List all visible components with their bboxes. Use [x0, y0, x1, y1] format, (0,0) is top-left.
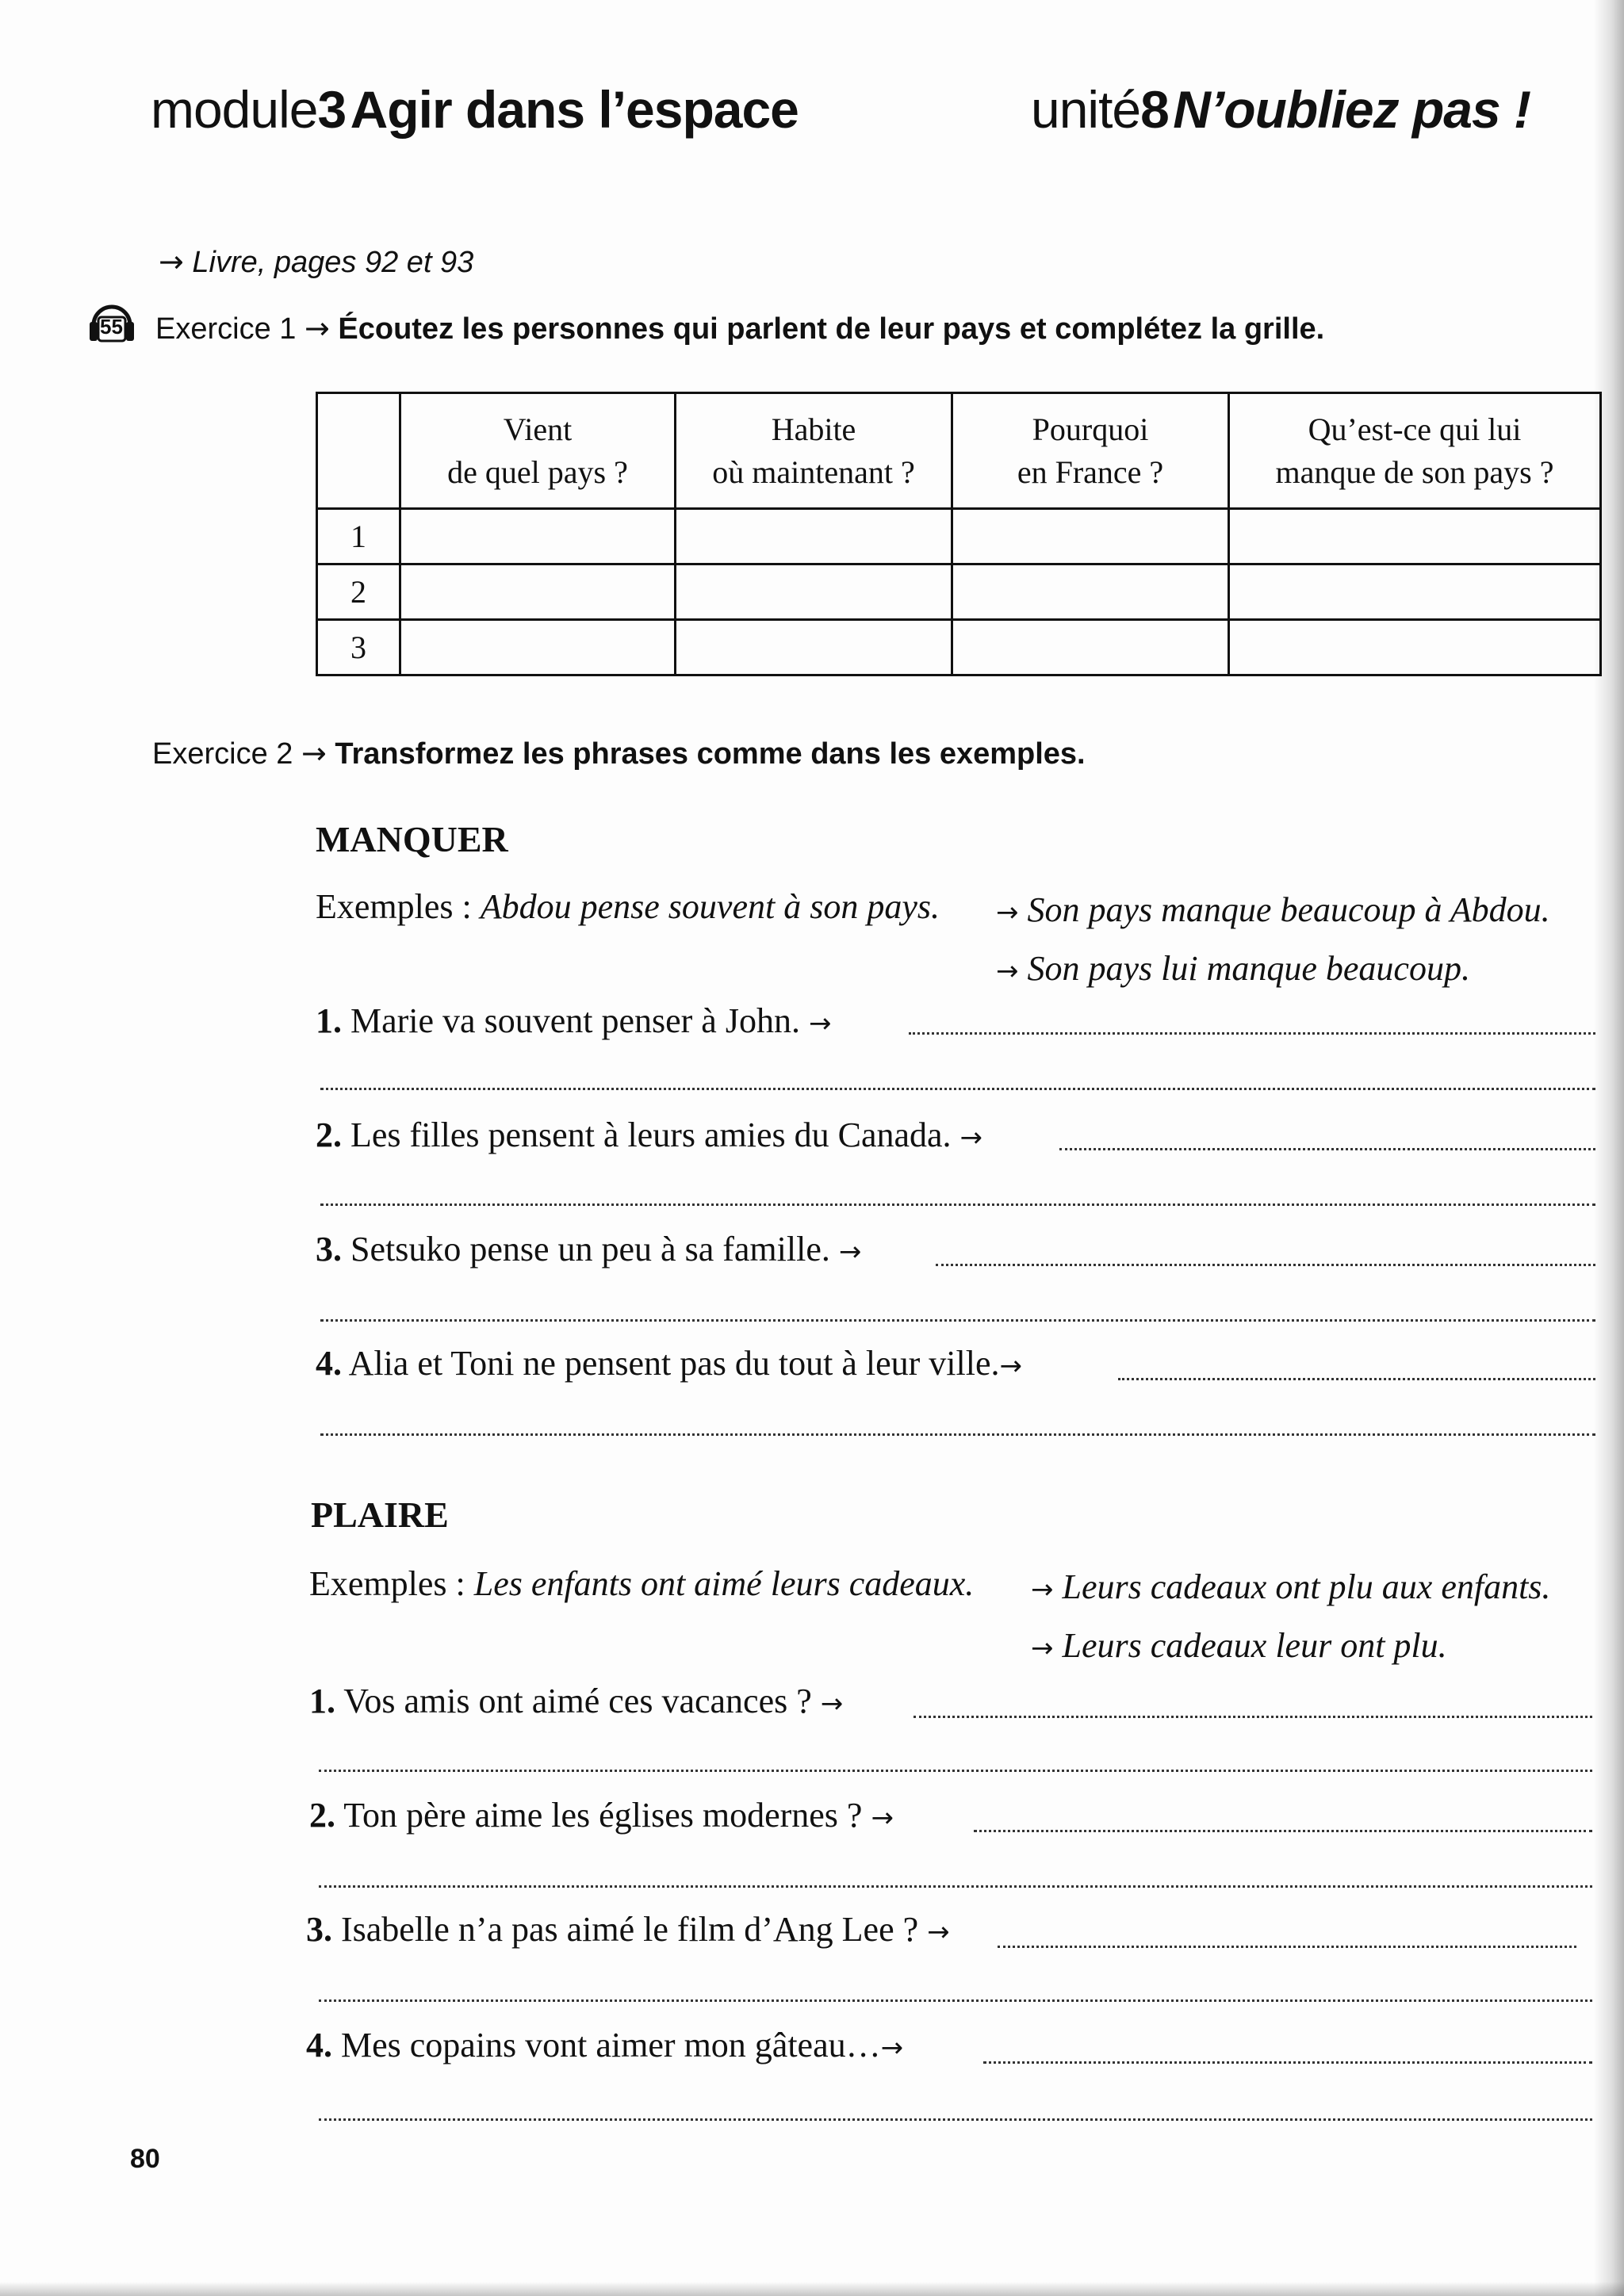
- answer-grid: [316, 392, 1602, 676]
- example-line: [316, 886, 940, 927]
- answer-line[interactable]: [319, 1885, 1592, 1888]
- arrow-icon: →: [927, 1916, 950, 1948]
- item-text: Vos amis ont aimé ces vacances ?: [343, 1682, 812, 1720]
- arrow-icon: →: [301, 736, 327, 771]
- exercise1-label: Exercice 1: [155, 312, 297, 346]
- arrow-icon: →: [959, 1122, 983, 1154]
- example-label: Exemples :: [309, 1564, 465, 1603]
- unit-word: unité: [1031, 80, 1141, 139]
- arrow-icon: →: [1031, 1574, 1054, 1605]
- arrow-icon: →: [820, 1688, 844, 1720]
- item-text: Ton père aime les églises modernes ?: [343, 1796, 863, 1835]
- example-result: [996, 890, 1550, 930]
- example-label: Exemples :: [316, 887, 472, 926]
- section-title-plaire: PLAIRE: [311, 1494, 449, 1535]
- exercise2-heading: [152, 736, 1086, 771]
- header-line: Qu’est-ce qui lui: [1308, 411, 1522, 447]
- page-edge-shadow: [1594, 0, 1624, 2296]
- list-item: [306, 1909, 950, 1950]
- list-item: [316, 1001, 831, 1041]
- example-result: [996, 948, 1470, 989]
- exercise2-instruction: Transformez les phrases comme dans les exemples.: [335, 737, 1086, 771]
- answer-line[interactable]: [320, 1088, 1595, 1090]
- answer-line[interactable]: [1059, 1148, 1595, 1150]
- arrow-icon: →: [996, 955, 1019, 987]
- example-line: [309, 1563, 974, 1604]
- row-number: 2: [317, 564, 400, 620]
- table-row: [317, 509, 1601, 564]
- section-title-manquer: MANQUER: [316, 819, 508, 859]
- exercise1-heading: [155, 311, 1324, 346]
- answer-cell[interactable]: [1229, 564, 1601, 620]
- item-number: 3.: [306, 1910, 332, 1949]
- answer-line[interactable]: [974, 1830, 1592, 1832]
- answer-line[interactable]: [320, 1203, 1595, 1206]
- unit-heading: [1031, 79, 1530, 140]
- exercise2-label: Exercice 2: [152, 737, 293, 771]
- answer-cell[interactable]: [400, 509, 676, 564]
- answer-cell[interactable]: [952, 509, 1229, 564]
- item-number: 3.: [316, 1230, 342, 1269]
- example-result-text: Leurs cadeaux ont plu aux enfants.: [1062, 1567, 1551, 1606]
- list-item: [309, 1795, 894, 1835]
- arrow-icon: →: [838, 1236, 862, 1268]
- module-word: module: [151, 80, 318, 139]
- header-line: Habite: [771, 411, 856, 447]
- answer-line[interactable]: [936, 1264, 1595, 1266]
- answer-cell[interactable]: [676, 620, 952, 675]
- arrow-icon: →: [996, 897, 1019, 928]
- example-result: [1031, 1567, 1550, 1607]
- header-line: en France ?: [1017, 453, 1164, 490]
- header-line: où maintenant ?: [712, 453, 915, 490]
- unit-number: 8: [1140, 80, 1170, 139]
- answer-cell[interactable]: [676, 564, 952, 620]
- answer-line[interactable]: [983, 2061, 1592, 2064]
- answer-line[interactable]: [1118, 1378, 1595, 1380]
- answer-cell[interactable]: [952, 564, 1229, 620]
- grid-header-living: [676, 393, 952, 509]
- answer-line[interactable]: [319, 2118, 1592, 2121]
- arrow-icon: →: [999, 1350, 1022, 1382]
- arrow-icon: →: [808, 1008, 832, 1039]
- answer-cell[interactable]: [952, 620, 1229, 675]
- item-number: 2.: [316, 1115, 342, 1154]
- list-item: [309, 1681, 843, 1721]
- exercise1-instruction: Écoutez les personnes qui parlent de leur pays et complétez la grille.: [338, 312, 1325, 346]
- grid-corner-cell: [317, 393, 400, 509]
- answer-line[interactable]: [319, 1999, 1592, 2002]
- table-row: [317, 620, 1601, 675]
- list-item: [316, 1115, 982, 1155]
- grid-header-why: [952, 393, 1229, 509]
- answer-line[interactable]: [909, 1032, 1595, 1035]
- header-line: manque de son pays ?: [1275, 453, 1554, 490]
- item-text: Alia et Toni ne pensent pas du tout à leur ville.: [348, 1344, 1000, 1383]
- list-item: [316, 1343, 1022, 1383]
- unit-title: N’oubliez pas !: [1173, 80, 1531, 139]
- arrow-icon: →: [1031, 1632, 1054, 1664]
- item-text: Isabelle n’a pas aimé le film d’Ang Lee ?: [341, 1910, 919, 1949]
- page-bottom-shadow: [0, 2282, 1624, 2296]
- item-number: 4.: [316, 1344, 342, 1383]
- item-number: 1.: [309, 1682, 335, 1720]
- answer-line[interactable]: [320, 1319, 1595, 1322]
- example-result-text: Son pays manque beaucoup à Abdou.: [1027, 890, 1550, 929]
- item-text: Mes copains vont aimer mon gâteau…: [341, 2026, 881, 2064]
- item-text: Marie va souvent penser à John.: [350, 1001, 800, 1040]
- module-heading: [151, 79, 799, 140]
- module-number: 3: [317, 80, 347, 139]
- item-text: Setsuko pense un peu à sa famille.: [350, 1230, 830, 1269]
- grid-header-row: [317, 393, 1601, 509]
- answer-line[interactable]: [319, 1770, 1592, 1772]
- answer-cell[interactable]: [676, 509, 952, 564]
- arrow-icon: →: [871, 1802, 894, 1834]
- list-item: [306, 2025, 903, 2065]
- track-number: 55: [100, 315, 123, 339]
- arrow-icon: →: [159, 244, 184, 279]
- book-ref-text: Livre, pages 92 et 93: [192, 246, 474, 279]
- header-line: Vient: [503, 411, 573, 447]
- table-row: [317, 564, 1601, 620]
- example-source: Les enfants ont aimé leurs cadeaux.: [473, 1564, 975, 1603]
- answer-line[interactable]: [320, 1433, 1595, 1436]
- example-source: Abdou pense souvent à son pays.: [480, 887, 940, 926]
- answer-cell[interactable]: [400, 620, 676, 675]
- book-reference: [159, 244, 473, 280]
- example-result-text: Son pays lui manque beaucoup.: [1027, 949, 1470, 988]
- answer-line[interactable]: [998, 1946, 1576, 1948]
- item-number: 2.: [309, 1796, 335, 1835]
- row-number: 1: [317, 509, 400, 564]
- answer-cell[interactable]: [1229, 509, 1601, 564]
- example-result: [1031, 1625, 1447, 1666]
- arrow-icon: →: [880, 2032, 904, 2064]
- answer-line[interactable]: [914, 1716, 1592, 1718]
- header-line: de quel pays ?: [447, 453, 628, 490]
- example-result-text: Leurs cadeaux leur ont plu.: [1062, 1626, 1447, 1665]
- list-item: [316, 1229, 861, 1269]
- module-title: Agir dans l’espace: [350, 80, 799, 139]
- grid-header-country: [400, 393, 676, 509]
- row-number: 3: [317, 620, 400, 675]
- item-number: 4.: [306, 2026, 332, 2064]
- answer-cell[interactable]: [400, 564, 676, 620]
- item-number: 1.: [316, 1001, 342, 1040]
- page-number: 80: [130, 2144, 160, 2174]
- grid-header-missing: [1229, 393, 1601, 509]
- item-text: Les filles pensent à leurs amies du Canada.: [350, 1115, 952, 1154]
- arrow-icon: →: [304, 311, 330, 346]
- header-line: Pourquoi: [1032, 411, 1149, 447]
- answer-cell[interactable]: [1229, 620, 1601, 675]
